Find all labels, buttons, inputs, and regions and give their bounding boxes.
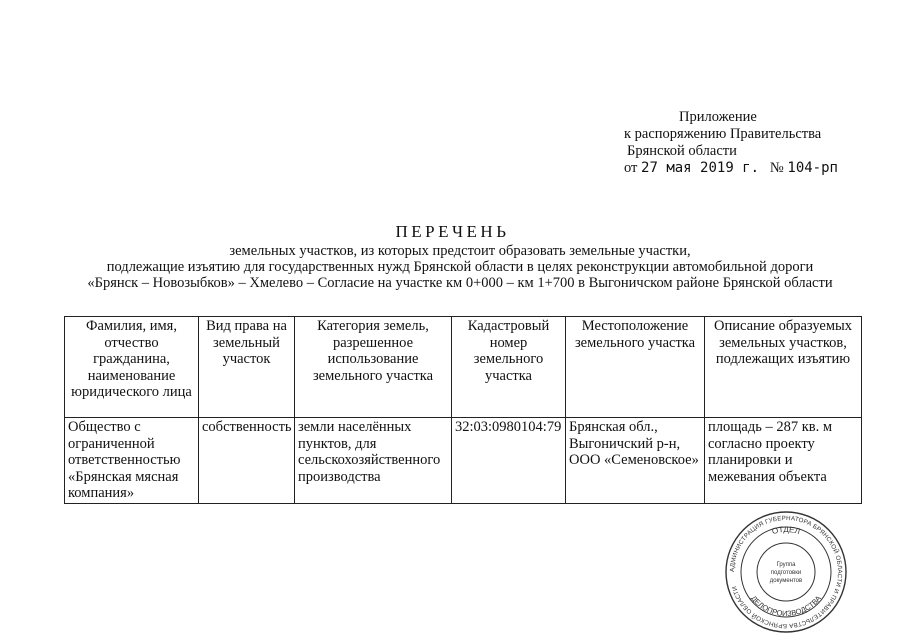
stamp-inner-line1: Группа [776, 562, 796, 568]
appendix-region: Брянской области [627, 143, 737, 159]
order-number: 104-рп [787, 160, 838, 176]
subtitle-line: подлежащие изъятию для государственных нужд Брянской области в целях реконструкции автомобильной дороги [106, 259, 814, 275]
cell-location: Брянская обл., Выгоничский р-н, ООО «Семеновское» [566, 418, 705, 504]
appendix-block [624, 109, 838, 177]
header-right-type: Вид права на земельный участок [199, 317, 295, 418]
appendix-title: Приложение [679, 109, 757, 125]
official-stamp [724, 510, 848, 634]
appendix-order-ref: к распоряжению Правительства [624, 126, 822, 142]
date-prefix: от [624, 160, 638, 176]
document-title: ПЕРЕЧЕНЬ [395, 222, 510, 241]
header-description: Описание образуемых земельных участков, подлежащих изъятию [705, 317, 862, 418]
land-plots-table [64, 316, 862, 504]
document-subtitle [60, 243, 860, 291]
cell-right-type: собственность [199, 418, 295, 504]
appendix-date-line [624, 160, 838, 177]
stamp-center-bottom: ДЕЛОПРОИЗВОДСТВА [749, 593, 823, 619]
svg-text:ОТДЕЛ [771, 525, 801, 536]
stamp-inner-line3: документов [769, 578, 803, 584]
header-land-category: Категория земель, разрешенное использование земельного участка [295, 317, 452, 418]
number-prefix: № [769, 160, 784, 176]
table-header-row [65, 317, 862, 418]
svg-text:ДЕЛОПРОИЗВОДСТВА [749, 594, 823, 618]
subtitle-line: земельных участков, из которых предстоит образовать земельные участки, [229, 243, 691, 259]
subtitle-line: «Брянск – Новозыбков» – Хмелево – Согласие на участке км 0+000 – км 1+700 в Выгоничском районе Брянской области [87, 275, 833, 291]
stamp-center-top: ОТДЕЛ [771, 524, 802, 537]
cell-owner: Общество с ограниченной ответственностью «Брянская мясная компания» [65, 418, 199, 504]
cell-cadastral-number: 32:03:0980104:79 [452, 418, 566, 504]
cell-land-category: земли населённых пунктов, для сельскохозяйственного производства [295, 418, 452, 504]
table-row [65, 418, 862, 504]
header-cadastral-number: Кадастровый номер земельного участка [452, 317, 566, 418]
order-date: 27 мая 2019 г. [641, 160, 760, 176]
cell-description: площадь – 287 кв. м согласно проекту планировки и межевания объекта [705, 418, 862, 504]
header-owner: Фамилия, имя, отчество гражданина, наименование юридического лица [65, 317, 199, 418]
header-location: Местоположение земельного участка [566, 317, 705, 418]
stamp-ring-text: АДМИНИСТРАЦИЯ ГУБЕРНАТОРА БРЯНСКОЙ ОБЛАСТИ И ПРАВИТЕЛЬСТВА БРЯНСКОЙ ОБЛАСТИ [728, 514, 844, 630]
stamp-inner-line2: подготовки [770, 570, 802, 576]
